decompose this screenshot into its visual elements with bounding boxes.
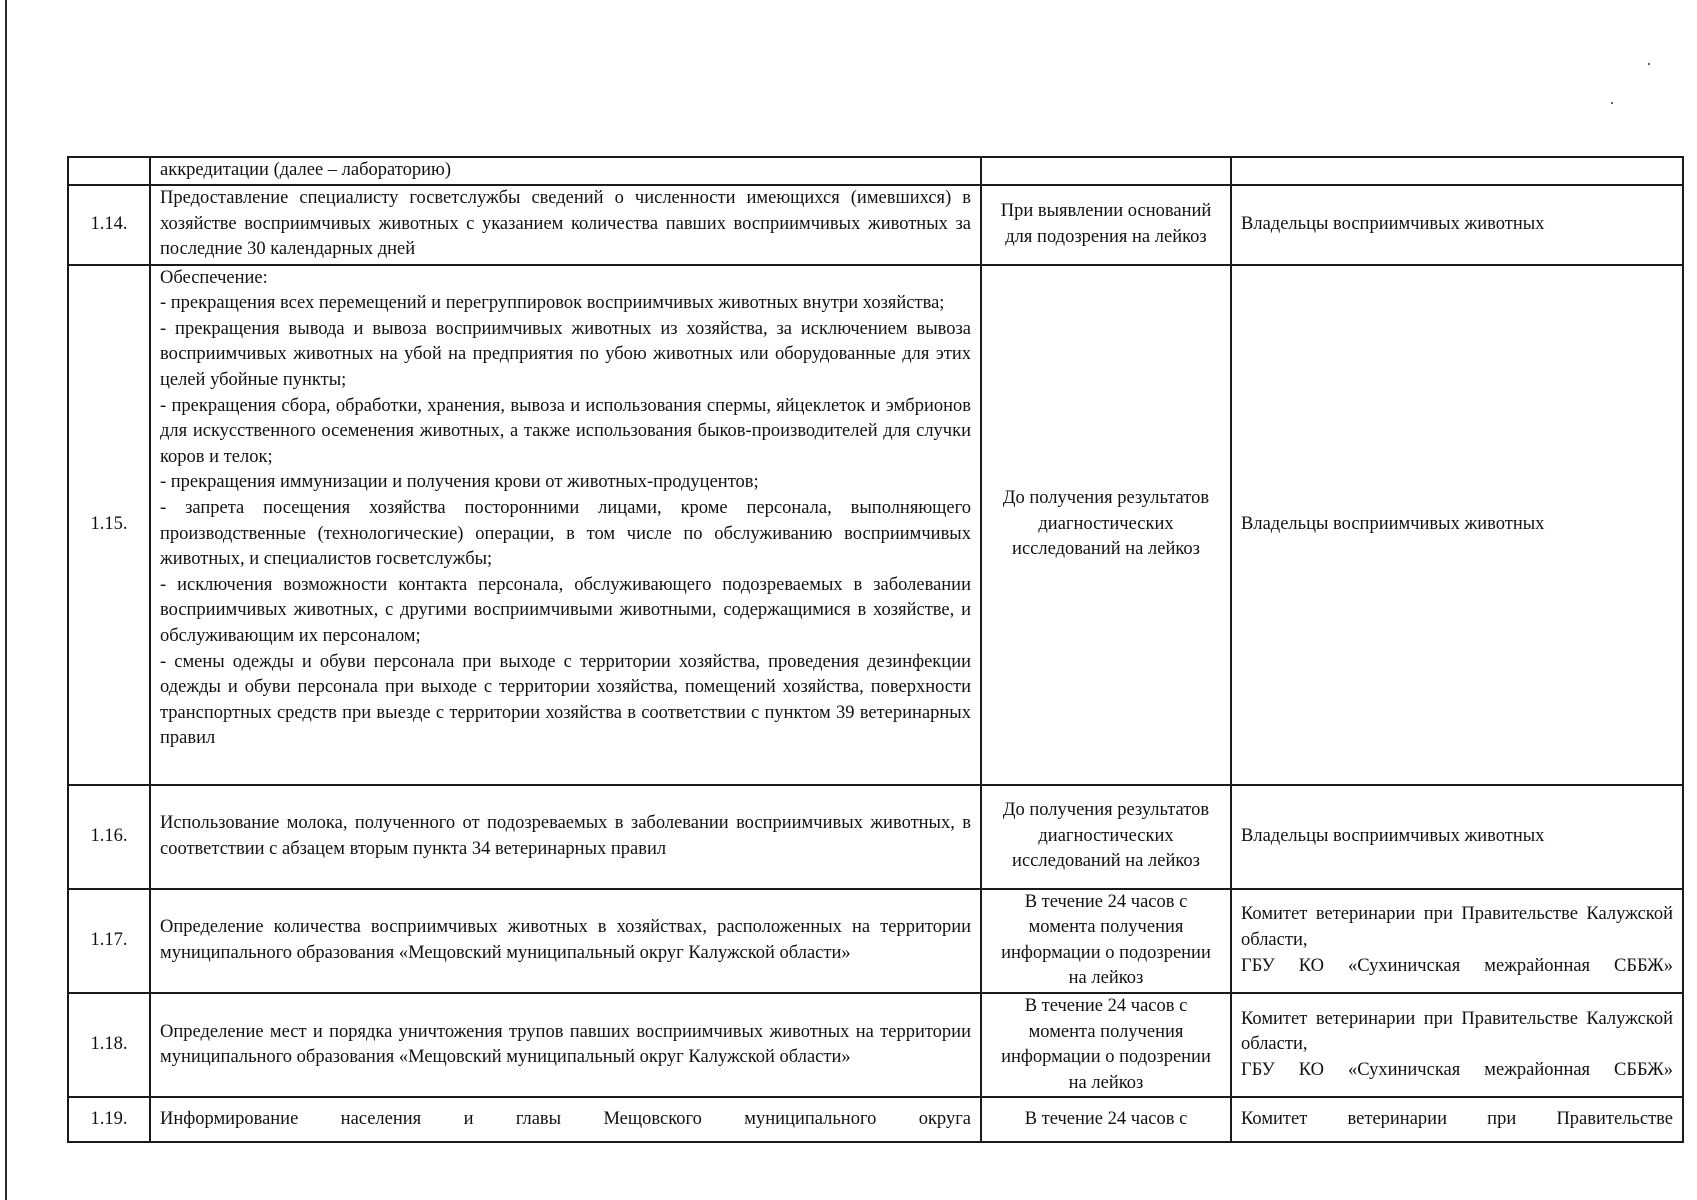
row-number-cell: 1.19. [68,1097,150,1142]
responsible-cell [1231,1097,1683,1142]
responsible-cell [1231,889,1683,993]
row-number-cell: 1.18. [68,993,150,1097]
measures-table [67,156,1684,1143]
responsible-cell [1231,993,1683,1097]
responsible-text: Комитет ветеринарии при Правительстве [1241,1109,1673,1130]
table-row [68,785,1683,889]
term-cell: В течение 24 часов с момента получения информации о подозрении на лейкоз [981,993,1231,1097]
responsible-cell [1231,185,1683,265]
row-number-cell: 1.16. [68,785,150,889]
table-row [68,265,1683,785]
description-text: - прекращения вывода и вывоза восприимчивых животных из хозяйства, за исключением вывоза восприимчивых животных на убой на предприятия по убою животных или оборудованные для этих целей убойные пункты; [160,318,971,390]
term-cell: В течение 24 часов с [981,1097,1231,1142]
responsible-cell [1231,785,1683,889]
table-row [68,889,1683,993]
measure-description-cell [150,265,981,785]
table-row [68,185,1683,265]
description-text: Обеспечение: [160,267,268,288]
term-cell: В течение 24 часов с момента получения информации о подозрении на лейкоз [981,889,1231,993]
term-cell: При выявлении оснований для подозрения на лейкоз [981,185,1231,265]
responsible-text: Владельцы восприимчивых животных [1241,513,1545,534]
measure-description-cell [150,1097,981,1142]
description-text: Использование молока, полученного от подозреваемых в заболевании восприимчивых животных, в соответствии с абзацем вторым пункта 34 ветеринарных правил [160,813,971,859]
responsible-text: ГБУ КО «Сухиничская межрайонная СББЖ» [1241,955,1673,976]
measures-table-body [68,157,1683,1142]
measure-description-cell [150,185,981,265]
description-text: Предоставление специалисту госветслужбы сведений о численности имеющихся (имевшихся) в хозяйстве восприимчивых животных с указанием количества павших восприимчивых животных за последние 30 календарных дней [160,188,971,260]
responsible-text: Владельцы восприимчивых животных [1241,213,1545,234]
scan-speck [1648,63,1650,65]
scan-speck [1611,102,1613,104]
row-number-cell: 1.14. [68,185,150,265]
measure-description-cell [150,785,981,889]
responsible-text: Комитет ветеринарии при Правительстве Калужской области, [1241,1008,1673,1055]
row-number-cell: 1.17. [68,889,150,993]
description-text: аккредитации (далее – лабораторию) [160,160,451,180]
term-cell: До получения результатов диагностических исследований на лейкоз [981,785,1231,889]
description-text: - прекращения всех перемещений и перегруппировок восприимчивых животных внутри хозяйства; [160,293,945,314]
term-cell: До получения результатов диагностических исследований на лейкоз [981,265,1231,785]
table-row [68,993,1683,1097]
responsible-text: Владельцы восприимчивых животных [1241,825,1545,846]
description-text: - смены одежды и обуви персонала при выходе с территории хозяйства, проведения дезинфекции одежды и обуви персонала при выходе с территории хозяйства, помещений хозяйства, поверхности транспортных средств при выезде с территории хозяйства в соответствии с пунктом 39 ветеринарных правил [160,651,971,749]
description-text: Определение количества восприимчивых животных в хозяйствах, расположенных на территории муниципального образования «Мещовский муниципальный округ Калужской области» [160,917,971,963]
table-row [68,157,1683,185]
row-number-cell [68,157,150,185]
table-row [68,1097,1683,1142]
description-text: Информирование населения и главы Мещовского муниципального округа [160,1109,971,1130]
row-number-cell: 1.15. [68,265,150,785]
description-text: - исключения возможности контакта персонала, обслуживающего подозреваемых в заболевании восприимчивых животных, с другими восприимчивыми животными, содержащимися в хозяйстве, и обслуживающим их персоналом; [160,574,971,646]
responsible-cell [1231,157,1683,185]
responsible-text: Комитет ветеринарии при Правительстве Калужской области, [1241,904,1673,950]
responsible-cell [1231,265,1683,785]
description-text: - запрета посещения хозяйства посторонними лицами, кроме персонала, выполняющего производственные (технологические) операции, в том числе по обслуживанию восприимчивых животных, и специалистов госветслужбы; [160,497,971,570]
measure-description-cell [150,889,981,993]
measure-description-cell [150,993,981,1097]
description-text: - прекращения иммунизации и получения крови от животных-продуцентов; [160,472,759,493]
description-text: Определение мест и порядка уничтожения трупов павших восприимчивых животных на территории муниципального образования «Мещовский муниципальный округ Калужской области» [160,1021,971,1068]
measure-description-cell [150,157,981,185]
responsible-text: ГБУ КО «Сухиничская межрайонная СББЖ» [1241,1059,1673,1080]
term-cell [981,157,1231,185]
description-text: - прекращения сбора, обработки, хранения, вывоза и использования спермы, яйцеклеток и эмбрионов для искусственного осеменения животных, а также использования быков-производителей для случки коров и телок; [160,395,971,467]
left-margin-line [5,0,7,1200]
